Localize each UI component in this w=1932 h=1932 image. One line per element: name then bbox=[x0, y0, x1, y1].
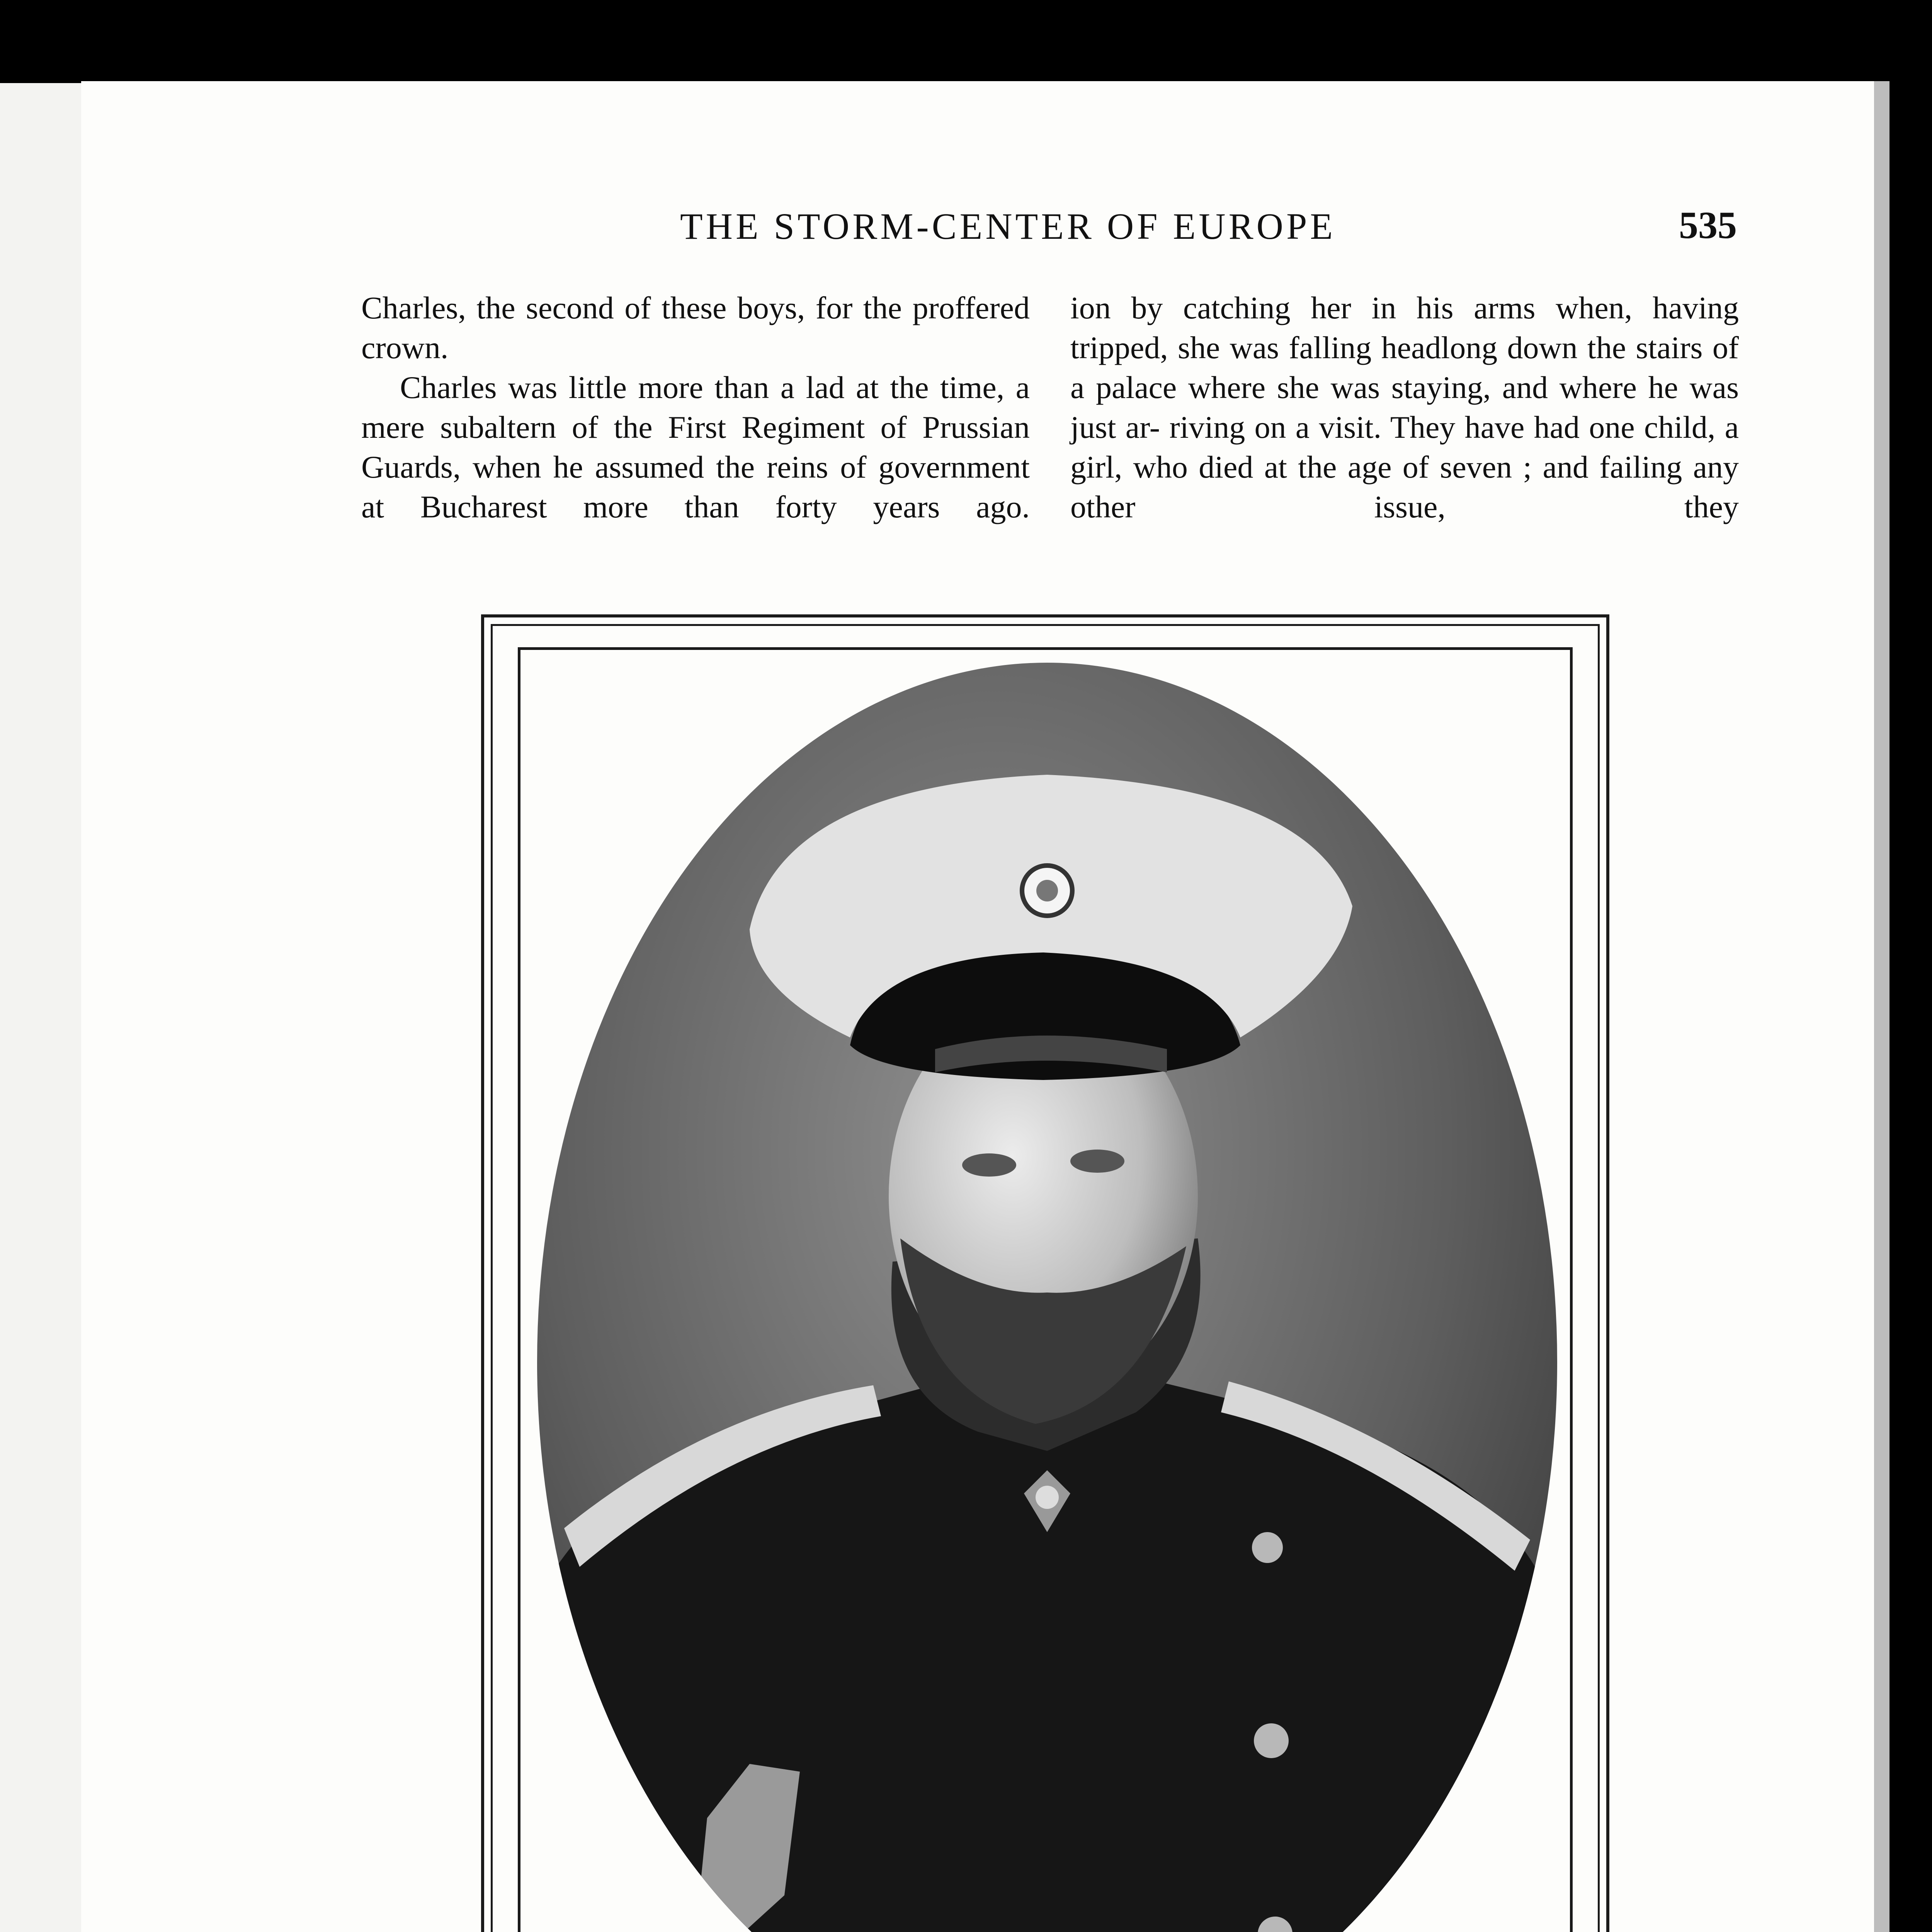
page-edge-shadow bbox=[1874, 81, 1889, 1932]
paragraph: Charles, the second of these boys, for the proffered crown. bbox=[361, 290, 1030, 365]
running-head: THE STORM-CENTER OF EUROPE bbox=[680, 206, 1336, 247]
paragraph: ion by catching her in his arms when, having tripped, she was falling headlong down the stairs of a palace where she was staying, and where he was just ar- riving on a visit. They have had one child, a girl, who died at the age of seven ; and failing any other issue, they bbox=[1070, 290, 1739, 524]
page-number: 535 bbox=[1679, 204, 1737, 247]
portrait-photograph bbox=[533, 659, 1561, 1932]
text-column-top-right bbox=[1070, 288, 1739, 527]
text-column-top-left bbox=[361, 288, 1030, 527]
previous-page-edge bbox=[0, 83, 85, 1932]
paragraph: Charles was little more than a lad at the time, a mere subaltern of the First Regiment of Prussian Guards, when he assumed the reins of government at Bucharest more than forty years ago. bbox=[361, 370, 1030, 524]
